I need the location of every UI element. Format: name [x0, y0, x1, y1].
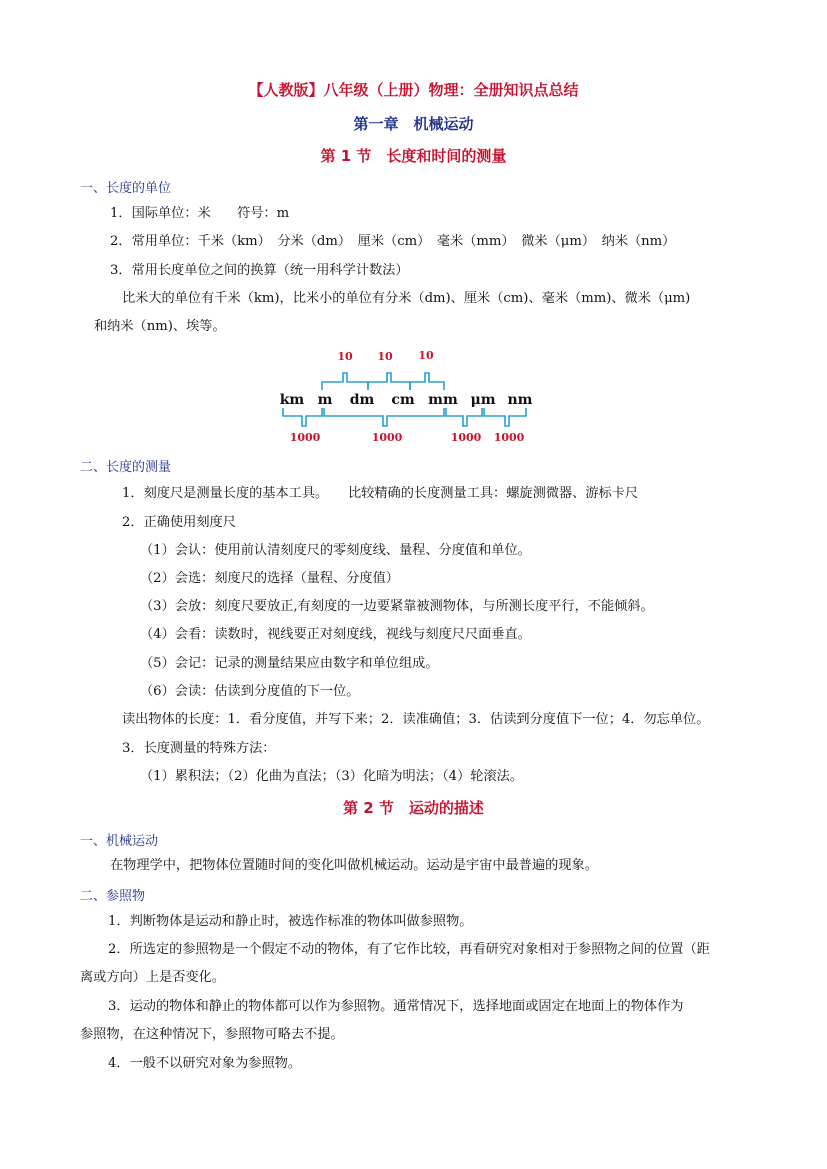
ruler-rule-2: （2）会选：刻度尺的选择（量程、分度值） [140, 571, 399, 586]
unit-label-0: km [279, 392, 305, 408]
brace-dm-cm [368, 373, 410, 390]
unit-label-5: μm [470, 392, 496, 408]
reading-steps: 读出物体的长度：1．看分度值，并写下来；2．读准确值；3．估读到分度值下一位；4．勿忘单位。 [122, 712, 710, 727]
ruler-rule-4: （4）会看：读数时，视线要正对刻度线，视线与刻度尺尺面垂直。 [140, 627, 531, 642]
unit-label-1: m [317, 392, 333, 408]
reference-rule-1: 1．判断物体是运动和静止时，被选作标准的物体叫做参照物。 [108, 914, 473, 929]
brace-m-mm [324, 408, 444, 426]
measure-line-1: 1．刻度尺是测量长度的基本工具。 比较精确的长度测量工具：螺旋测微器、游标卡尺 [122, 486, 639, 501]
brace-cm-mm [410, 373, 444, 390]
section-title-2: 第 2 节 运动的描述 [343, 799, 484, 817]
unit-label-6: nm [507, 392, 533, 408]
special-methods: （1）累积法；（2）化曲为直法；（3）化暗为明法；（4）轮滚法。 [140, 769, 524, 784]
unit-paragraph-a: 比米大的单位有千米（km)，比米小的单位有分米（dm)、厘米（cm)、毫米（mm)、微米（μm) [122, 291, 691, 306]
heading-reference-object: 二、参照物 [80, 889, 146, 904]
section-title-1: 第 1 节 长度和时间的测量 [320, 147, 507, 165]
reference-rule-2a: 2．所选定的参照物是一个假定不动的物体，有了它作比较，再看研究对象相对于参照物之间的位置（距 [108, 942, 710, 957]
brace-um-nm [484, 408, 526, 426]
heading-mechanical-motion: 一、机械运动 [80, 834, 159, 849]
factor-1000-um-nm: 1000 [493, 431, 525, 444]
document-title [0, 79, 827, 100]
unit-line-3: 3．常用长度单位之间的换算（统一用科学计数法） [110, 263, 409, 278]
unit-paragraph-b: 和纳米（nm)、埃等。 [94, 319, 226, 334]
reference-rule-3b: 参照物，在这种情况下，参照物可略去不提。 [80, 1027, 344, 1042]
brace-mm-um [446, 408, 482, 426]
unit-label-4: mm [428, 392, 458, 408]
ruler-rule-6: （6）会读：估读到分度值的下一位。 [140, 684, 360, 699]
unit-line-2: 2．常用单位：千米（km） 分米（dm） 厘米（cm） 毫米（mm） 微米（μm） 纳米（nm） [110, 234, 676, 249]
brace-m-dm [322, 373, 368, 390]
brace-km-m [283, 408, 322, 426]
factor-10-dm-cm: 10 [377, 350, 393, 363]
reference-rule-3a: 3．运动的物体和静止的物体都可以作为参照物。通常情况下，选择地面或固定在地面上的物体作为 [108, 999, 684, 1014]
unit-label-2: dm [349, 392, 375, 408]
title-bracket: 【人教版】八年级（上册）物理：全册知识点总结 [248, 81, 579, 99]
heading-length-units: 一、长度的单位 [80, 181, 172, 196]
factor-10-m-dm: 10 [337, 350, 353, 363]
factor-1000-m-mm: 1000 [371, 431, 403, 444]
measure-line-3: 3．长度测量的特殊方法： [122, 741, 276, 756]
motion-definition: 在物理学中，把物体位置随时间的变化叫做机械运动。运动是宇宙中最普遍的现象。 [110, 858, 598, 873]
factor-1000-km-m: 1000 [289, 431, 321, 444]
factor-10-cm-mm: 10 [418, 349, 434, 362]
factor-1000-mm-um: 1000 [450, 431, 482, 444]
chapter-title: 第一章 机械运动 [353, 115, 474, 133]
ruler-rule-5: （5）会记：记录的测量结果应由数字和单位组成。 [140, 656, 439, 671]
unit-conversion-diagram [270, 340, 560, 450]
heading-length-measurement: 二、长度的测量 [80, 460, 172, 475]
ruler-rule-1: （1）会认：使用前认清刻度尺的零刻度线、量程、分度值和单位。 [140, 543, 531, 558]
reference-rule-2b: 离或方向）上是否变化。 [80, 970, 226, 985]
ruler-rule-3: （3）会放：刻度尺要放正,有刻度的一边要紧靠被测物体，与所测长度平行，不能倾斜。 [140, 599, 654, 614]
unit-label-3: cm [391, 392, 415, 408]
unit-line-1: 1．国际单位：米 符号：m [110, 206, 290, 221]
measure-line-2: 2．正确使用刻度尺 [122, 515, 236, 530]
reference-rule-4: 4．一般不以研究对象为参照物。 [108, 1056, 302, 1071]
